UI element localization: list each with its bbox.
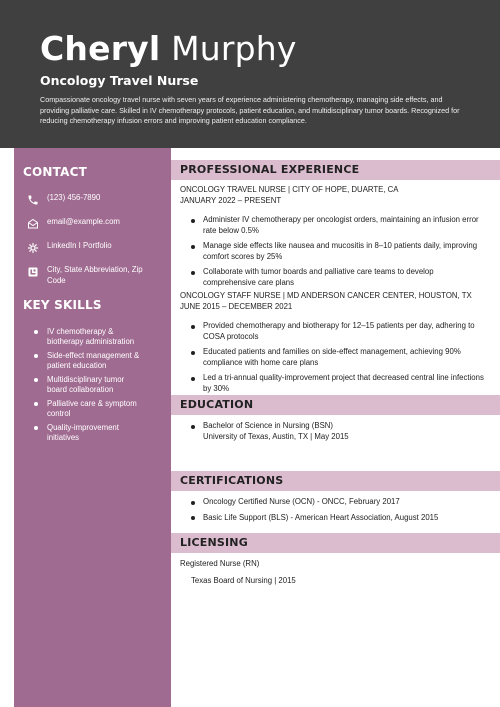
job-bullet: Educated patients and families on side-effect management, achieving 90% compliance with home care plans bbox=[190, 347, 485, 368]
location-icon bbox=[26, 265, 39, 278]
education-list bbox=[180, 421, 485, 442]
job-bullet: Provided chemotherapy and biotherapy for 12–15 patients per day, adhering to COSA protocols bbox=[190, 321, 485, 342]
job-entry bbox=[180, 291, 485, 399]
skill-item: Side-effect management & patient education bbox=[32, 351, 142, 371]
professional-summary: Compassionate oncology travel nurse with seven years of experience administering chemotherapy, managing side effects, and providing palliative care. Skilled in IV chemotherapy protocols, patient education, and multidisciplinary tumor boards. Recognized for reducing chemotherapy infusion errors and improving patient education compliance. bbox=[40, 95, 460, 125]
job-bullet: Collaborate with tumor boards and palliative care teams to develop comprehensive care plans bbox=[190, 267, 485, 288]
certification-item: Oncology Certified Nurse (OCN) - ONCC, February 2017 bbox=[190, 497, 485, 508]
education-item bbox=[190, 421, 485, 442]
skill-item: IV chemotherapy & biotherapy administration bbox=[32, 327, 142, 347]
contact-heading: CONTACT bbox=[23, 165, 87, 179]
last-name: Murphy bbox=[171, 29, 297, 68]
linkedin-text[interactable]: LinkedIn I Portfolio bbox=[47, 241, 112, 250]
licensing-entry bbox=[180, 559, 485, 586]
certifications-list bbox=[180, 497, 485, 523]
first-name: Cheryl bbox=[40, 29, 161, 68]
resume-header bbox=[0, 0, 500, 148]
job-bullet: Administer IV chemotherapy per oncologist orders, maintaining an infusion error rate below 0.5% bbox=[190, 215, 485, 236]
skills-heading: KEY SKILLS bbox=[23, 298, 102, 312]
phone-icon bbox=[26, 193, 39, 206]
job-title: ONCOLOGY TRAVEL NURSE | CITY OF HOPE, DUARTE, CA bbox=[180, 185, 399, 194]
contact-location bbox=[23, 265, 171, 286]
sidebar bbox=[14, 148, 171, 707]
email-icon bbox=[26, 217, 39, 230]
job-title: ONCOLOGY STAFF NURSE | MD ANDERSON CANCER CENTER, HOUSTON, TX bbox=[180, 291, 472, 300]
job-bullet: Led a tri-annual quality-improvement project that decreased central line infections by 30% bbox=[190, 373, 485, 394]
candidate-name bbox=[40, 30, 460, 68]
certifications-heading: CERTIFICATIONS bbox=[171, 471, 500, 491]
skill-item: Quality-improvement initiatives bbox=[32, 423, 142, 443]
license-name: Registered Nurse (RN) bbox=[180, 559, 260, 568]
contact-phone bbox=[23, 193, 171, 206]
job-bullet: Manage side effects like nausea and mucositis in 8–10 patients daily, improving comfort scores by 25% bbox=[190, 241, 485, 262]
main-content bbox=[171, 148, 500, 707]
skills-list bbox=[23, 327, 171, 443]
education-heading: EDUCATION bbox=[171, 395, 500, 415]
phone-text: (123) 456-7890 bbox=[47, 193, 101, 202]
skill-item: Palliative care & symptom control bbox=[32, 399, 142, 419]
experience-heading: PROFESSIONAL EXPERIENCE bbox=[171, 160, 500, 180]
licensing-heading: LICENSING bbox=[171, 533, 500, 553]
license-board: Texas Board of Nursing | 2015 bbox=[191, 575, 296, 585]
degree: Bachelor of Science in Nursing (BSN) bbox=[203, 421, 334, 430]
education-entry bbox=[180, 421, 485, 447]
skill-item: Multidisciplinary tumor board collaboration bbox=[32, 375, 142, 395]
contact-email bbox=[23, 217, 171, 230]
job-bullets bbox=[180, 321, 485, 394]
contact-list bbox=[23, 193, 171, 286]
job-entry bbox=[180, 185, 485, 293]
linkedin-icon bbox=[26, 241, 39, 254]
location-text: City, State Abbreviation, Zip Code bbox=[47, 265, 143, 285]
job-bullets bbox=[180, 215, 485, 288]
email-text[interactable]: email@example.com bbox=[47, 217, 120, 226]
job-dates: JUNE 2015 – DECEMBER 2021 bbox=[180, 301, 293, 311]
job-dates: JANUARY 2022 – PRESENT bbox=[180, 195, 282, 205]
certification-item: Basic Life Support (BLS) - American Heart Association, August 2015 bbox=[190, 513, 485, 524]
job-title-headline: Oncology Travel Nurse bbox=[40, 73, 199, 88]
school: University of Texas, Austin, TX | May 2015 bbox=[203, 431, 349, 441]
certifications-entry bbox=[180, 497, 485, 528]
contact-linkedin bbox=[23, 241, 171, 254]
